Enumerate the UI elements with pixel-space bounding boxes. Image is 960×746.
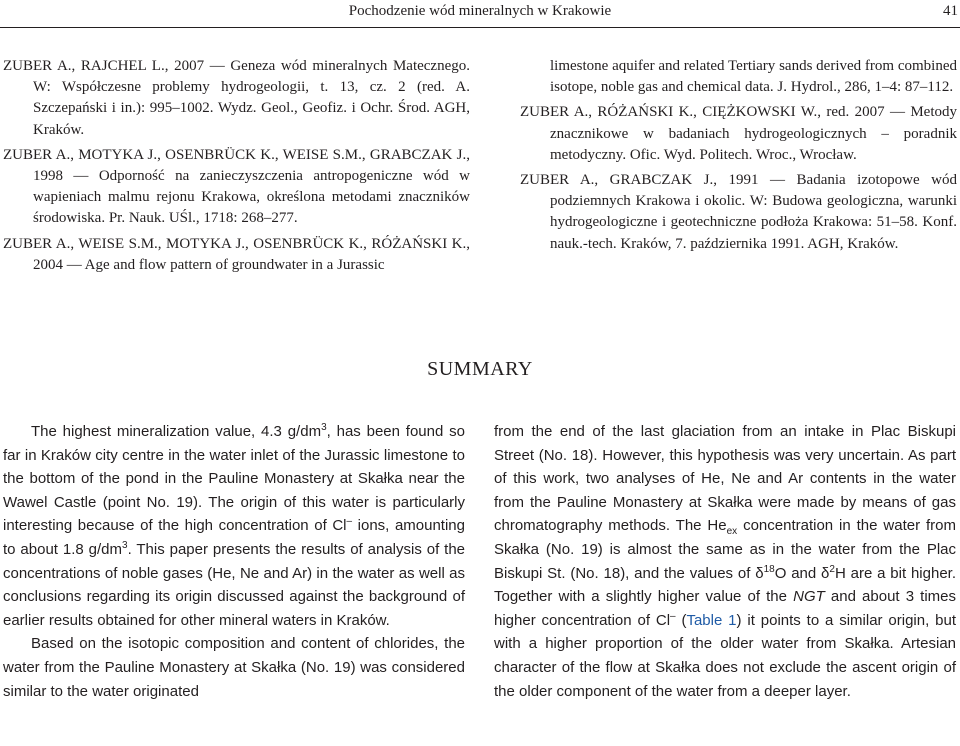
- running-title: Pochodzenie wód mineralnych w Krakowie: [348, 3, 612, 19]
- superscript: –: [670, 610, 676, 622]
- reference-entry: ZUBER A., RÓŻAŃSKI K., CIĘŻKOWSKI W., red. 2007 — Metody znacznikowe w badaniach hydrogeologicznych – poradnik metodyczny. Ofic. Wyd. Politech. Wroc., Wrocław.: [520, 104, 957, 163]
- summary-text: from the end of the last glaciation from an intake in Plac Biskupi Street (No. 18). However, this hypothesis was very uncertain. As part of this work, two analyses of He, Ne and Ar contents in the water from the Pauline Monastery at Skałka were made by means of gas chromatography methods. The He: [494, 423, 956, 535]
- table-link[interactable]: Table 1: [686, 611, 737, 629]
- summary-text: ions, amounting to about 1.8 g/dm: [3, 517, 465, 558]
- summary-paragraph: [3, 420, 465, 632]
- superscript: 3: [321, 422, 327, 433]
- summary-text: The highest mineralization value, 4.3 g/dm: [31, 423, 322, 440]
- summary-text: (: [675, 611, 687, 629]
- summary-text: , has been found so far in Kraków city centre in the water inlet of the Jurassic limestone to the bottom of the pond in the Pauline Monastery at Skałka near the Wawel Castle (point No. 19). The origin of this water is particularly interesting because of the high concentration of Cl: [3, 423, 465, 535]
- reference-entry: ZUBER A., MOTYKA J., OSENBRÜCK K., WEISE S.M., GRABCZAK J., 1998 — Odporność na zanieczyszczenia antropogeniczne wód w wapieniach malmu rejonu Krakowa, określona metodami znaczników środowiska. Pr. Nauk. UŚl., 1718: 268–277.: [3, 146, 470, 227]
- references-left-column: [3, 56, 470, 280]
- superscript: 3: [122, 539, 128, 551]
- italic-term: NGT: [793, 588, 825, 606]
- superscript: 18: [763, 563, 775, 575]
- reference-entry: ZUBER A., GRABCZAK J., 1991 — Badania izotopowe wód podziemnych Krakowa i okolic. W: Budowa geologiczna, warunki hydrogeologiczne i geotechniczne podłoża Krakowa: 51–58. Konf. nauk.-tech. Kraków, 7. października 1991. AGH, Kraków.: [520, 172, 957, 252]
- references-right-column: [520, 56, 957, 259]
- superscript: 2: [829, 563, 835, 575]
- summary-right-column: [494, 420, 956, 703]
- summary-left-column: [3, 420, 465, 703]
- reference-entry: ZUBER A., WEISE S.M., MOTYKA J., OSENBRÜCK K., RÓŻAŃSKI K., 2004 — Age and flow pattern of groundwater in a Jurassic: [3, 235, 470, 273]
- superscript: –: [346, 516, 353, 528]
- header-rule: [0, 27, 960, 28]
- summary-text: . This paper presents the results of analysis of the concentrations of noble gases (He, Ne and Ar) in the water as well as conclusions regarding its origin discussed against the background of earlier results obtained for other mineral waters in Kraków.: [3, 540, 466, 629]
- summary-paragraph: Based on the isotopic composition and content of chlorides, the water from the Pauline Monastery at Skałka (No. 19) was considered similar to the water originated: [3, 635, 465, 700]
- summary-paragraph: [494, 420, 956, 703]
- reference-entry: ZUBER A., RAJCHEL L., 2007 — Geneza wód mineralnych Matecznego. W: Współczesne problemy hydrogeologii, t. 13, cz. 2 (red. A. Szczepański i in.): 995–1002. Wydz. Geol., Geofiz. i Ochr. Środ. AGH, Kraków.: [3, 58, 470, 138]
- reference-continuation: limestone aquifer and related Tertiary sands derived from combined isotope, noble gas and chemical data. J. Hydrol., 286, 1–4: 87–112.: [550, 58, 957, 96]
- summary-text: concentration in the water from Skałka (No. 19) is almost the same as in the water from the Plac Biskupi St. (No. 18), and the values of δ: [494, 517, 956, 582]
- subscript: ex: [726, 526, 738, 538]
- summary-text: O and δ: [774, 564, 830, 582]
- page-number: 41: [943, 3, 958, 19]
- summary-text: and about 3 times higher concentration of Cl: [494, 588, 956, 629]
- summary-text: H are a bit higher. Together with a slightly higher value of the: [494, 564, 956, 606]
- summary-text: ) it points to a similar origin, but with a higher proportion of the older water from Skałka. Artesian character of the flow at Skałka does not exclude the ascent origin of the older component of the water from a deeper layer.: [494, 611, 956, 700]
- summary-heading: SUMMARY: [427, 358, 533, 380]
